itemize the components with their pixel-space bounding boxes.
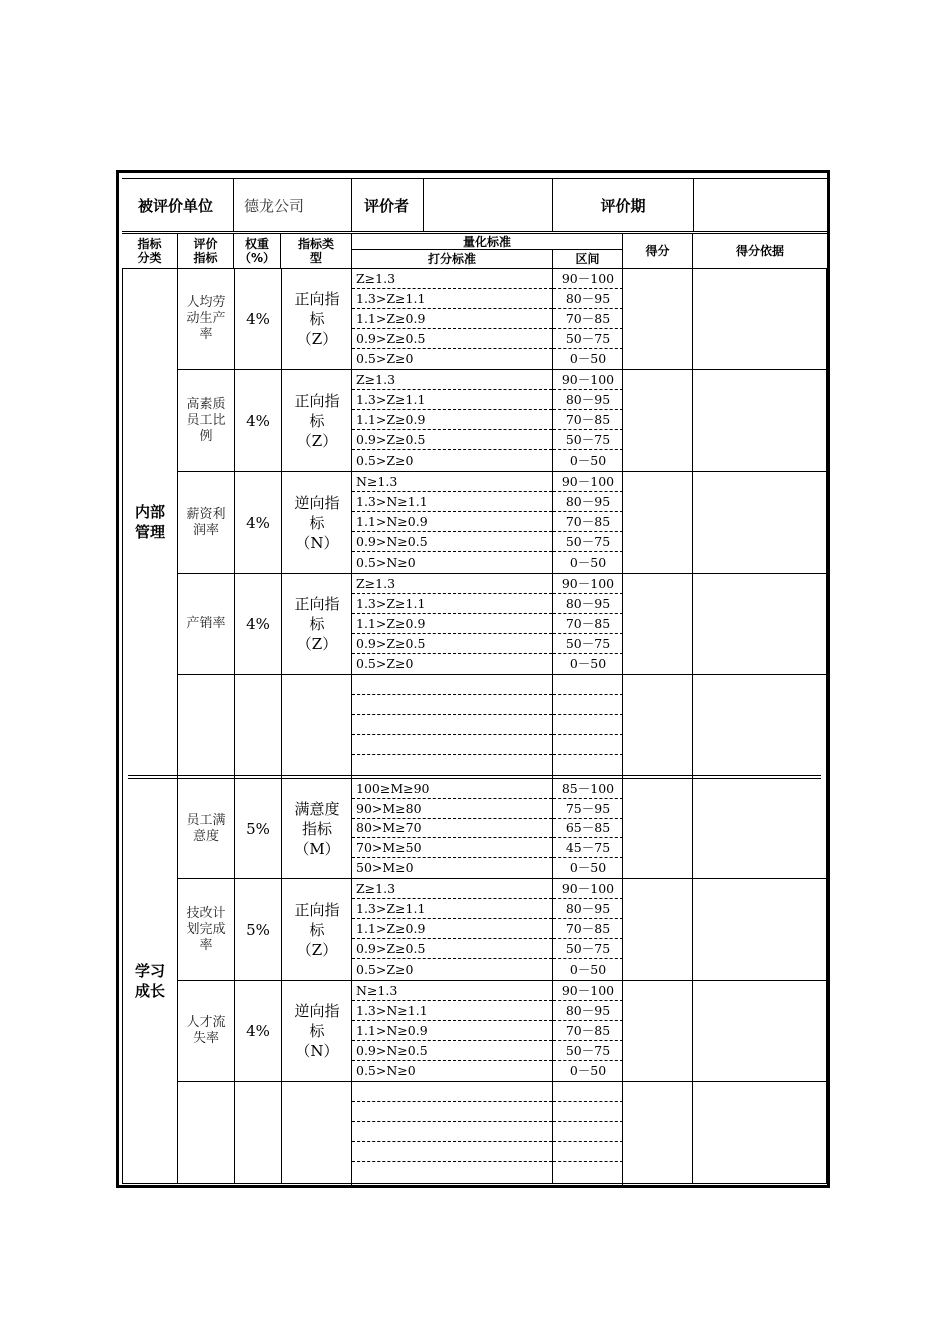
evaluator-label: 评价者 [352,179,424,231]
range-line: 90－100 [553,981,623,1001]
range-line: 85－100 [553,779,623,799]
range-line: 70－85 [553,512,623,532]
criteria-line: 0.5>Z≥0 [356,962,414,977]
range-line[interactable] [553,715,623,735]
range-line: 65－85 [553,818,623,838]
col-quant: 量化标准 [352,233,623,250]
criteria-line: 0.5>N≥0 [356,1063,416,1078]
criteria-line[interactable] [352,735,552,755]
grid-line [826,268,827,1184]
range-line: 90－100 [553,574,623,594]
criteria-line[interactable] [352,1122,552,1142]
evaluator-value[interactable] [424,179,553,231]
range-line: 0－50 [569,351,607,366]
range-line: 80－95 [553,1001,623,1021]
col-criteria: 打分标准 [352,250,553,268]
range-line: 80－95 [553,390,623,410]
criteria-line: 0.9>N≥0.5 [352,1041,552,1061]
indicator-weight: 5% [246,920,270,939]
range-line[interactable] [553,1122,623,1142]
col-basis: 得分依据 [735,243,784,258]
criteria-line: 0.9>Z≥0.5 [352,430,552,450]
range-line: 45－75 [553,838,623,858]
period-value[interactable] [694,179,827,231]
indicator-type: 正向指 标 （Z） [294,391,340,450]
range-line: 70－85 [553,410,623,430]
criteria-line: 70>M≥50 [352,838,552,858]
range-line: 80－95 [553,289,623,309]
col-weight: 权重 （%） [234,233,281,268]
indicator-type: 正向指 标 （Z） [294,290,340,348]
indicator-type: 正向指 标 （Z） [294,595,340,653]
criteria-line: 0.5>Z≥0 [356,351,414,366]
range-line: 50－75 [553,1041,623,1061]
indicator-type: 满意度 指标 （M） [294,799,340,858]
criteria-line: 0.5>N≥0 [356,555,416,570]
range-line: 80－95 [553,492,623,512]
range-line: 0－50 [569,656,607,671]
col-indicator: 评价 指标 [178,233,234,268]
col-range: 区间 [553,250,623,268]
range-line: 0－50 [569,1063,607,1078]
range-line: 0－50 [569,860,607,875]
range-line: 50－75 [553,329,623,349]
criteria-line: 1.3>N≥1.1 [352,1001,552,1021]
category-internal: 内部 管理 [134,502,165,541]
col-category: 指标 分类 [122,233,178,268]
indicator-weight: 4% [246,615,270,633]
range-line[interactable] [553,675,623,695]
range-line: 90－100 [553,269,623,289]
criteria-line[interactable] [352,1102,552,1122]
header-row [122,178,827,234]
range-line: 50－75 [553,532,623,552]
criteria-line: 1.3>Z≥1.1 [352,390,552,410]
criteria-line: 0.9>Z≥0.5 [352,329,552,349]
criteria-line[interactable] [352,695,552,715]
range-line: 90－100 [553,472,623,492]
indicator-weight: 5% [246,819,270,838]
period-label: 评价期 [553,179,694,231]
criteria-line: 0.9>Z≥0.5 [352,634,552,654]
indicator-name: 人才流 失率 [186,1015,226,1046]
criteria-line: Z≥1.3 [352,574,552,594]
criteria-line: 1.1>N≥0.9 [352,1021,552,1041]
criteria-line: 0.5>Z≥0 [356,656,414,671]
section-line [128,775,821,776]
indicator-weight: 4% [246,310,270,328]
indicator-type: 逆向指 标 （N） [294,1002,340,1060]
grid-line [692,268,693,1184]
unit-value[interactable]: 德龙公司 [234,179,352,231]
indicator-name: 高素质 员工比 例 [186,396,226,444]
range-line: 70－85 [553,1021,623,1041]
criteria-line: N≥1.3 [352,981,552,1001]
range-line: 80－95 [553,899,623,919]
range-line: 0－50 [569,453,607,468]
range-line: 75－95 [553,799,623,819]
criteria-line: 1.1>Z≥0.9 [352,309,552,329]
indicator-weight: 4% [246,513,270,532]
criteria-line: Z≥1.3 [352,269,552,289]
indicator-name: 技改计 划完成 率 [186,905,226,953]
indicator-type: 逆向指 标 （N） [294,493,340,552]
criteria-line[interactable] [352,1142,552,1162]
range-line[interactable] [553,695,623,715]
range-line: 50－75 [553,430,623,450]
indicator-weight: 4% [246,1022,270,1040]
criteria-line: 1.3>N≥1.1 [352,492,552,512]
criteria-line: 100≥M≥90 [352,779,552,799]
range-line: 70－85 [553,309,623,329]
indicator-name: 薪资利 润率 [186,506,226,538]
criteria-line: N≥1.3 [352,472,552,492]
range-line: 50－75 [553,634,623,654]
criteria-line[interactable] [352,1082,552,1102]
range-line: 70－85 [553,614,623,634]
indicator-weight: 4% [246,411,270,430]
criteria-line[interactable] [352,715,552,735]
indicator-name: 员工满 意度 [186,812,226,844]
criteria-line: 0.9>Z≥0.5 [352,939,552,959]
criteria-line: 80>M≥70 [352,818,552,838]
criteria-line: 90>M≥80 [352,799,552,819]
criteria-line: Z≥1.3 [352,370,552,390]
criteria-line: 1.1>Z≥0.9 [352,410,552,430]
criteria-line: 50>M≥0 [356,860,414,875]
range-line: 70－85 [553,919,623,939]
range-line: 0－50 [569,962,607,977]
col-type: 指标类 型 [281,233,352,268]
column-header-row [122,233,827,269]
range-line[interactable] [553,1142,623,1162]
criteria-line: Z≥1.3 [352,879,552,899]
range-line[interactable] [553,1082,623,1102]
range-line: 50－75 [553,939,623,959]
criteria-line: 1.1>Z≥0.9 [352,919,552,939]
criteria-line: 0.5>Z≥0 [356,453,414,468]
range-line[interactable] [553,1102,623,1122]
criteria-line: 1.3>Z≥1.1 [352,594,552,614]
indicator-type: 正向指 标 （Z） [294,900,340,959]
criteria-line: 1.1>Z≥0.9 [352,614,552,634]
indicator-name: 人均劳 动生产 率 [186,295,226,342]
criteria-line: 1.3>Z≥1.1 [352,289,552,309]
col-score: 得分 [623,233,693,268]
indicator-name: 产销率 [186,616,226,631]
range-line: 90－100 [553,370,623,390]
range-line: 90－100 [553,879,623,899]
criteria-line: 0.9>N≥0.5 [352,532,552,552]
range-line: 80－95 [553,594,623,614]
range-line[interactable] [553,735,623,755]
criteria-line: 1.1>N≥0.9 [352,512,552,532]
bottom-line [122,1183,827,1184]
criteria-line[interactable] [352,675,552,695]
range-line: 0－50 [569,555,607,570]
unit-label: 被评价单位 [122,179,234,231]
category-learning: 学习 成长 [134,962,165,1000]
criteria-line: 1.3>Z≥1.1 [352,899,552,919]
